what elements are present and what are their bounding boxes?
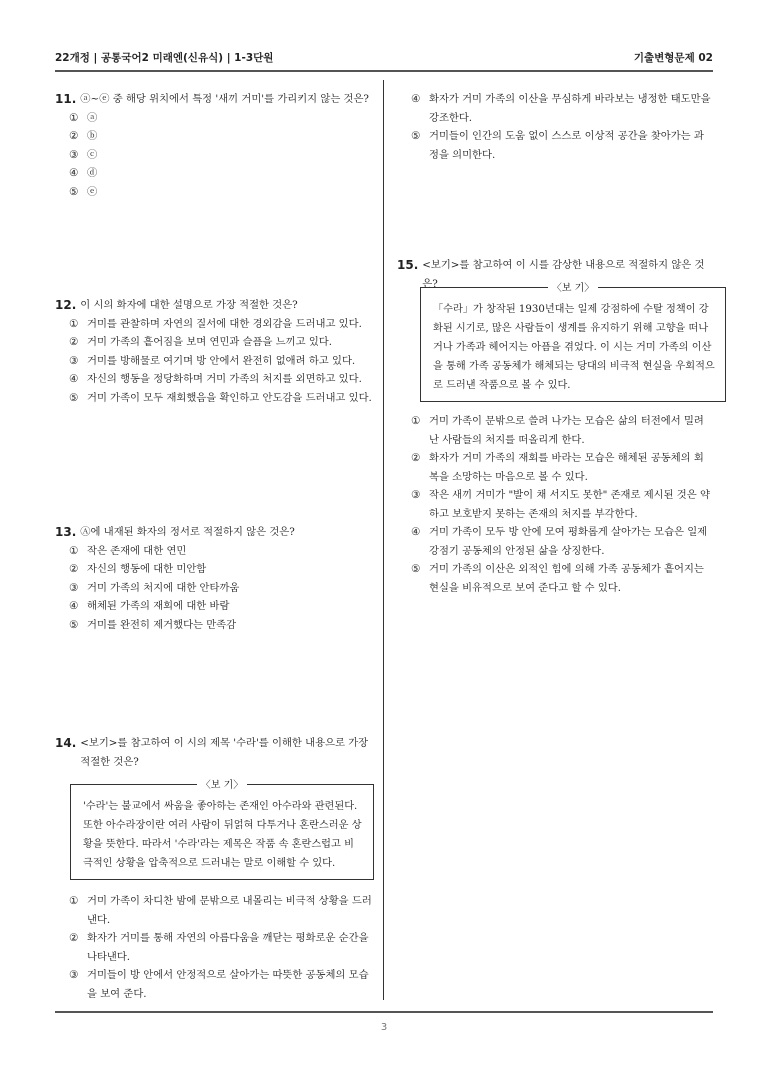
option-text: ⓔ (87, 185, 98, 198)
option-3[interactable] (411, 486, 713, 523)
option-text: 거미 가족이 모두 재회했음을 확인하고 안도감을 드러내고 있다. (87, 391, 372, 404)
option-text: ⓐ (87, 111, 98, 124)
question-stem: 이 시의 화자에 대한 설명으로 가장 적절한 것은? (80, 299, 298, 311)
option-text: 거미를 완전히 제거했다는 만족감 (87, 618, 237, 631)
question-number: 13. (55, 525, 77, 539)
option-3[interactable] (69, 579, 373, 598)
option-marker: ② (69, 932, 79, 944)
question-stem: Ⓐ에 내재된 화자의 정서로 적절하지 않은 것은? (80, 526, 295, 538)
header-rule (55, 70, 713, 72)
option-text: 거미를 관찰하며 자연의 질서에 대한 경외감을 드러내고 있다. (87, 317, 362, 330)
option-4[interactable] (69, 597, 373, 616)
option-marker: ③ (69, 148, 79, 161)
question-number: 12. (55, 298, 77, 312)
option-text: 거미 가족이 문밖으로 쓸려 나가는 모습은 삶의 터전에서 밀려난 사람들의 처지를 떠올리게 한다. (429, 415, 704, 446)
option-text: 해체된 가족의 재회에 대한 바람 (87, 600, 230, 612)
options-list (69, 892, 373, 1003)
option-text: 화자가 거미 가족의 이산을 무심하게 바라보는 냉정한 태도만을 강조한다. (429, 93, 711, 124)
header-left: 22개정 | 공통국어2 미래엔(신유식) | 1-3단원 (55, 52, 274, 64)
option-text: 화자가 거미를 통해 자연의 아름다움을 깨닫는 평화로운 순간을 나타낸다. (87, 932, 369, 963)
option-marker: ⑤ (411, 563, 421, 575)
question-15-options (397, 412, 713, 597)
option-5[interactable] (69, 616, 373, 635)
option-text: ⓒ (87, 148, 98, 161)
options-list (411, 412, 713, 597)
option-marker: ③ (411, 489, 421, 501)
bogi-text: '수라'는 불교에서 싸움을 좋아하는 존재인 아수라와 관련된다. 또한 아수라장이란 여러 사람이 뒤얽혀 다투거나 혼란스러운 상황을 뜻한다. 따라서 '수라'라는 제목은 작품 속 혼란스럽고 비극적인 상황을 압축적으로 드러내는 말로 이해할 수 있다. (83, 801, 362, 869)
option-1[interactable] (411, 412, 713, 449)
option-marker: ② (69, 130, 79, 142)
option-marker: ② (69, 563, 79, 575)
option-3[interactable] (69, 146, 373, 165)
option-marker: ⑤ (69, 618, 79, 631)
option-text: 거미 가족의 처지에 대한 안타까움 (87, 581, 240, 594)
option-marker: ① (411, 415, 421, 427)
question-14-options (55, 892, 373, 1003)
options-list (69, 542, 373, 635)
option-marker: ④ (69, 167, 79, 179)
option-text: 거미 가족이 모두 방 안에 모여 평화롭게 살아가는 모습은 일제 강점기 공동체의 안정된 삶을 상징한다. (429, 526, 708, 557)
option-marker: ② (411, 452, 421, 464)
option-marker: ① (69, 111, 79, 124)
option-1[interactable] (69, 315, 373, 334)
option-5[interactable] (69, 389, 373, 408)
option-text: 화자가 거미 가족의 재회를 바라는 모습은 해체된 공동체의 회복을 소망하는 마음으로 볼 수 있다. (429, 452, 704, 483)
option-text: 작은 새끼 거미가 "발이 채 서지도 못한" 존재로 제시된 것은 약하고 보호받지 못하는 존재의 처지를 부각한다. (429, 489, 710, 520)
option-text: 거미 가족의 흩어짐을 보며 연민과 슬픔을 느끼고 있다. (87, 336, 333, 348)
question-13 (55, 523, 373, 634)
options-list (411, 90, 713, 164)
option-text: ⓑ (87, 130, 98, 142)
option-1[interactable] (69, 109, 373, 128)
option-text: 거미를 방해물로 여기며 방 안에서 완전히 없애려 하고 있다. (87, 354, 356, 367)
question-14 (55, 734, 373, 771)
page-number: 3 (380, 1022, 388, 1033)
option-4[interactable] (69, 370, 373, 389)
option-text: 자신의 행동을 정당화하며 거미 가족의 처지를 외면하고 있다. (87, 373, 362, 385)
footer-rule (55, 1011, 713, 1013)
option-marker: ④ (411, 93, 421, 105)
question-stem: <보기>를 참고하여 이 시를 감상한 내용으로 적절하지 않은 것은? (422, 259, 705, 290)
option-marker: ④ (69, 600, 79, 612)
option-text: 거미 가족의 이산은 외적인 힘에 의해 가족 공동체가 흩어지는 현실을 비유적으로 보여 준다고 할 수 있다. (429, 563, 704, 594)
question-12 (55, 296, 373, 407)
question-stem: ⓐ~ⓔ 중 해당 위치에서 특정 '새끼 거미'를 가리키지 않는 것은? (80, 93, 369, 105)
options-list (69, 109, 373, 202)
question-number: 15. (397, 258, 419, 272)
header-right: 기출변형문제 02 (633, 52, 713, 64)
bogi-box-14 (70, 780, 374, 880)
option-marker: ③ (69, 581, 79, 594)
option-marker: ⑤ (411, 130, 421, 142)
option-4[interactable] (411, 90, 713, 127)
question-number: 11. (55, 92, 77, 106)
option-4[interactable] (69, 164, 373, 183)
option-text: ⓓ (87, 167, 98, 179)
option-1[interactable] (69, 892, 373, 929)
option-marker: ③ (69, 969, 79, 981)
option-4[interactable] (411, 523, 713, 560)
question-stem: <보기>를 참고하여 이 시의 제목 '수라'를 이해한 내용으로 가장 적절한 것은? (80, 737, 369, 768)
question-number: 14. (55, 736, 77, 750)
option-2[interactable] (69, 929, 373, 966)
option-1[interactable] (69, 542, 373, 561)
option-marker: ① (69, 317, 79, 330)
option-2[interactable] (411, 449, 713, 486)
option-marker: ④ (69, 373, 79, 385)
option-marker: ② (69, 336, 79, 348)
option-3[interactable] (69, 352, 373, 371)
option-text: 거미들이 방 안에서 안정적으로 살아가는 따뜻한 공동체의 모습을 보여 준다. (87, 969, 369, 1000)
bogi-title: 〈보 기〉 (197, 780, 248, 791)
option-marker: ⑤ (69, 391, 79, 404)
option-5[interactable] (69, 183, 373, 202)
option-text: 거미 가족이 차디찬 밤에 문밖으로 내몰리는 비극적 상황을 드러낸다. (87, 895, 372, 926)
options-list (69, 315, 373, 408)
option-marker: ① (69, 895, 79, 907)
option-marker: ⑤ (69, 185, 79, 198)
option-3[interactable] (69, 966, 373, 1003)
bogi-title: 〈보 기〉 (548, 283, 599, 294)
question-14-options-continued (397, 90, 713, 164)
option-text: 자신의 행동에 대한 미안함 (87, 563, 207, 575)
question-11 (55, 90, 373, 201)
option-text: 작은 존재에 대한 연민 (87, 544, 187, 557)
option-marker: ④ (411, 526, 421, 538)
option-5[interactable] (411, 560, 713, 597)
option-2[interactable] (69, 127, 373, 146)
option-marker: ③ (69, 354, 79, 367)
bogi-box-15 (420, 283, 726, 402)
option-2[interactable] (69, 333, 373, 352)
option-5[interactable] (411, 127, 713, 164)
option-2[interactable] (69, 560, 373, 579)
option-marker: ① (69, 544, 79, 557)
column-divider (383, 80, 384, 1000)
bogi-text: 「수라」가 창작된 1930년대는 일제 강점하에 수탈 정책이 강화된 시기로, 많은 사람들이 생계를 유지하기 위해 고향을 떠나거나 가족과 헤어지는 아픔을 겪었다. 이 시는 거미 가족의 이산을 통해 가족 공동체가 해체되는 당대의 비극적 현실을 우회적으로 드러낸 작품으로 볼 수 있다. (433, 304, 715, 391)
option-text: 거미들이 인간의 도움 없이 스스로 이상적 공간을 찾아가는 과정을 의미한다. (429, 130, 704, 161)
